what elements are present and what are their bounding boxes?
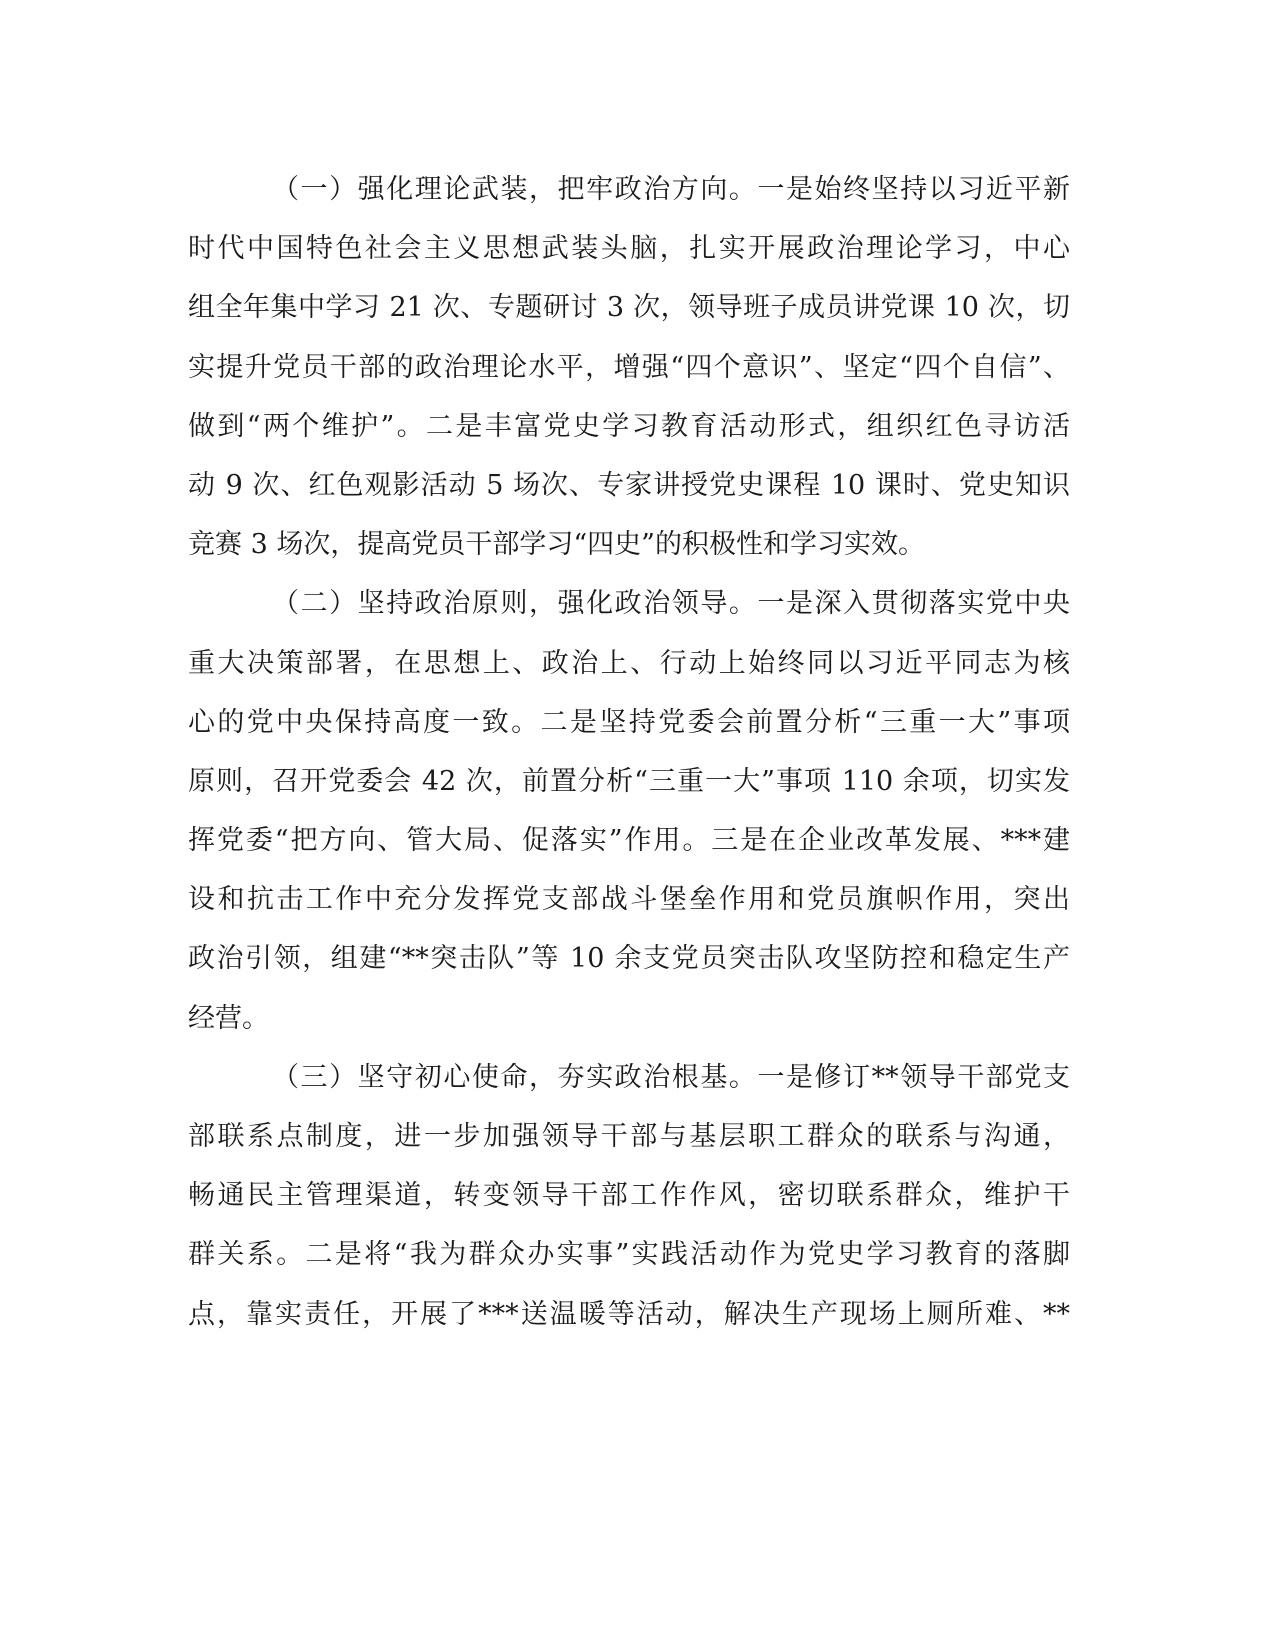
text-line: 点，靠实责任，开展了***送温暖等活动，解决生产现场上厕所难、** bbox=[188, 1298, 1070, 1330]
text-line: 经营。 bbox=[188, 1002, 269, 1034]
text-line: 设和抗击工作中充分发挥党支部战斗堡垒作用和党员旗帜作用，突出 bbox=[188, 884, 1070, 916]
text-line: （三）坚守初心使命，夯实政治根基。一是修订**领导干部党支 bbox=[272, 1061, 1070, 1093]
text-line: 做到“两个维护”。二是丰富党史学习教育活动形式，组织红色寻访活 bbox=[188, 410, 1070, 442]
text-line: 竞赛 3 场次，提高党员干部学习“四史”的积极性和学习实效。 bbox=[188, 529, 925, 561]
paragraph-2 bbox=[188, 574, 1070, 1048]
text-line: 心的党中央保持高度一致。二是坚持党委会前置分析“三重一大”事项 bbox=[188, 706, 1070, 738]
text-line: 实提升党员干部的政治理论水平，增强“四个意识”、坚定“四个自信”、 bbox=[188, 351, 1070, 383]
paragraph-3 bbox=[188, 1048, 1070, 1344]
text-line: 原则，召开党委会 42 次，前置分析“三重一大”事项 110 余项，切实发 bbox=[188, 765, 1070, 797]
document-body bbox=[188, 160, 1070, 1344]
text-line: 群关系。二是将“我为群众办实事”实践活动作为党史学习教育的落脚 bbox=[188, 1239, 1070, 1271]
text-line: 畅通民主管理渠道，转变领导干部工作作风，密切联系群众，维护干 bbox=[188, 1180, 1070, 1212]
text-line: 组全年集中学习 21 次、专题研讨 3 次，领导班子成员讲党课 10 次，切 bbox=[188, 292, 1070, 324]
text-line: 部联系点制度，进一步加强领导干部与基层职工群众的联系与沟通， bbox=[188, 1121, 1070, 1152]
text-line: 挥党委“把方向、管大局、促落实”作用。三是在企业改革发展、***建 bbox=[188, 825, 1070, 857]
text-line: （一）强化理论武装，把牢政治方向。一是始终坚持以习近平新 bbox=[272, 174, 1070, 205]
text-line: 政治引领，组建“**突击队”等 10 余支党员突击队攻坚防控和稳定生产 bbox=[188, 943, 1070, 975]
text-line: （二）坚持政治原则，强化政治领导。一是深入贯彻落实党中央 bbox=[272, 588, 1070, 620]
paragraph-1 bbox=[188, 160, 1070, 574]
text-line: 时代中国特色社会主义思想武装头脑，扎实开展政治理论学习，中心 bbox=[188, 233, 1070, 265]
text-line: 重大决策部署，在思想上、政治上、行动上始终同以习近平同志为核 bbox=[188, 647, 1070, 679]
text-line: 动 9 次、红色观影活动 5 场次、专家讲授党史课程 10 课时、党史知识 bbox=[188, 469, 1070, 501]
